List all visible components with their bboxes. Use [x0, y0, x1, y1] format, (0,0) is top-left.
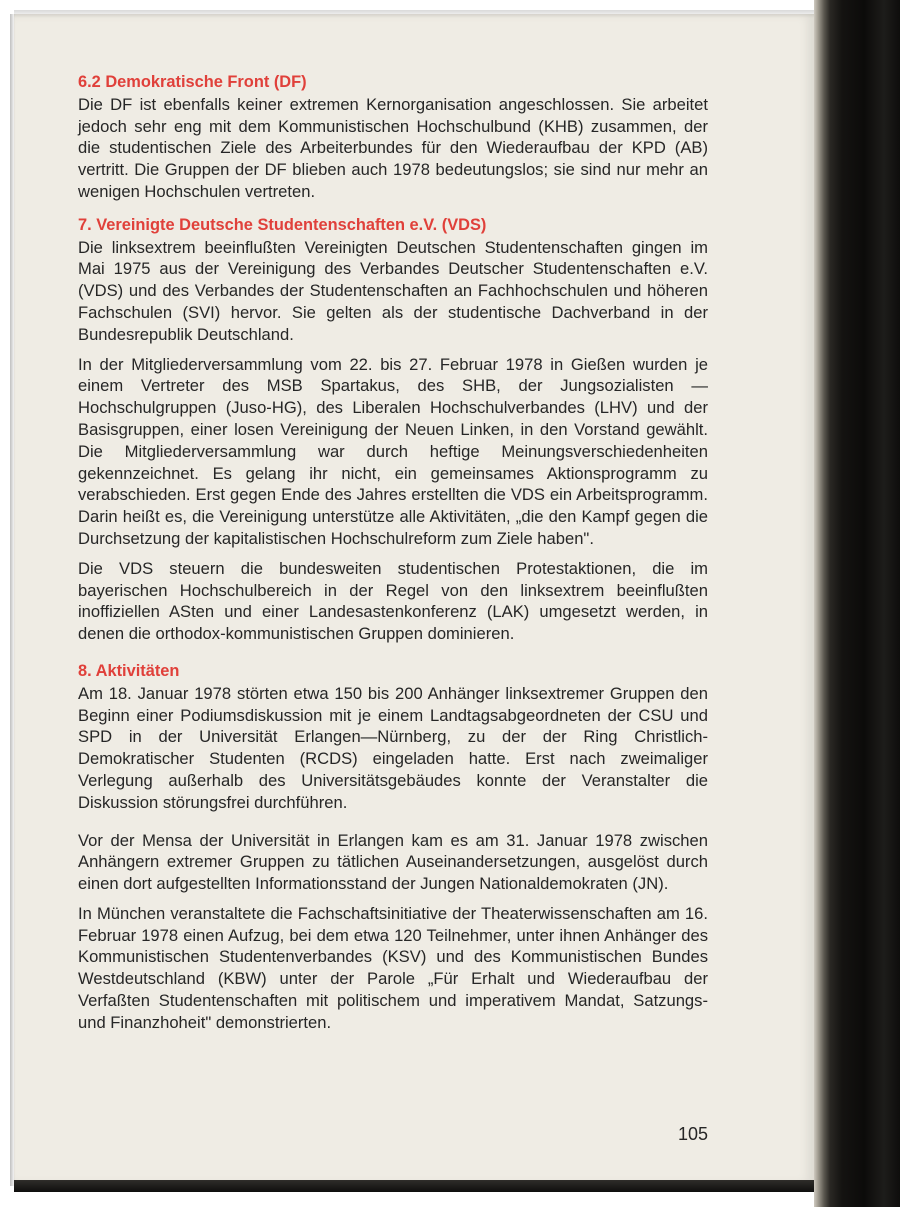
section-heading-8: 8. Aktivitäten	[78, 661, 180, 680]
page-content	[78, 72, 708, 1034]
section-demokratische-front	[78, 72, 708, 203]
paper-left-edge	[10, 14, 15, 1186]
section-vds	[78, 215, 708, 645]
page-bottom-edge	[14, 1180, 814, 1192]
paragraph-aktivitaeten-2: Vor der Mensa der Universität in Erlangen kam es am 31. Januar 1978 zwischen Anhängern extremer Gruppen zu tätlichen Auseinandersetzungen, ausgelöst durch einen dort aufgestellten Informationsstand der Jungen Nationaldemokraten (JN).	[78, 830, 708, 894]
section-heading-6-2: 6.2 Demokratische Front (DF)	[78, 73, 307, 91]
paragraph-df-1: Die DF ist ebenfalls keiner extremen Kernorganisation angeschlossen. Sie arbeitet jedoch sehr eng mit dem Kommunistischen Hochschulbund (KHB) zusammen, der die studentischen Ziele des Arbeiterbundes für den Wiederaufbau der KPD (AB) vertritt. Die Gruppen der DF blieben auch 1978 bedeutungslos; sie sind nur mehr an wenigen Hochschulen vertreten.	[78, 94, 708, 201]
section-aktivitaeten	[78, 661, 708, 1034]
paragraph-aktivitaeten-1: Am 18. Januar 1978 störten etwa 150 bis 200 Anhänger linksextremer Gruppen den Beginn einer Podiumsdiskussion mit je einem Landtagsabgeordneten der CSU und SPD in der Universität Erlangen—Nürnberg, zu der der Ring Christlich-Demokratischer Studenten (RCDS) eingeladen hatte. Erst nach zweimaliger Verlegung außerhalb des Universitätsgebäudes konnte der Veranstalter die Diskussion störungsfrei durchführen.	[78, 683, 708, 812]
paragraph-vds-1: Die linksextrem beeinflußten Vereinigten Deutschen Studentenschaften gingen im Mai 1975 aus der Vereinigung des Verbandes Deutscher Studentenschaften e.V. (VDS) und des Verbandes der Studentenschaften an Fachhochschulen und höheren Fachschulen (SVI) hervor. Sie gelten als der studentische Dachverband in der Bundesrepublik Deutschland.	[78, 237, 708, 344]
section-heading-7: 7. Vereinigte Deutsche Studentenschaften e.V. (VDS)	[78, 215, 487, 234]
page-number: 105	[677, 1124, 708, 1144]
paragraph-aktivitaeten-3: In München veranstaltete die Fachschaftsinitiative der Theaterwissenschaften am 16. Februar 1978 einen Aufzug, bei dem etwa 120 Teilnehmer, unter ihnen Anhänger des Kommunistischen Studentenverbandes (KSV) und des Kommunistischen Bundes Westdeutschland (KBW) unter der Parole „Für Erhalt und Wiederaufbau der Verfaßten Studentenschaften mit politischem und imperativem Mandat, Satzungs- und Finanzhoheit" demonstrierten.	[78, 903, 708, 1032]
paragraph-vds-3: Die VDS steuern die bundesweiten studentischen Protestaktionen, die im bayerischen Hochschulbereich in der Regel von den linksextrem beeinflußten inoffiziellen ASten und einer Landesastenkonferenz (LAK) umgesetzt werden, in denen die orthodox-kommunistischen Gruppen dominieren.	[78, 558, 708, 644]
book-binding-shadow	[814, 0, 900, 1207]
paragraph-vds-2: In der Mitgliederversammlung vom 22. bis 27. Februar 1978 in Gießen wurden je einem Vertreter des MSB Spartakus, des SHB, der Jungsozialisten — Hochschulgruppen (Juso-HG), des Liberalen Hochschulverbandes (LHV) und der Basisgruppen, einer losen Vereinigung der Neuen Linken, in den Vorstand gewählt. Die Mitgliederversammlung war durch heftige Meinungsverschiedenheiten gekennzeichnet. Es gelang ihr nicht, ein gemeinsames Aktionsprogramm zu verabschieden. Erst gegen Ende des Jahres erstellten die VDS ein Arbeitsprogramm. Darin heißt es, die Vereinigung unterstütze alle Aktivitäten, „die den Kampf gegen die Durchsetzung der kapitalistischen Hochschulreform zum Ziele haben".	[78, 354, 708, 548]
paper-top-shadow	[14, 10, 814, 18]
